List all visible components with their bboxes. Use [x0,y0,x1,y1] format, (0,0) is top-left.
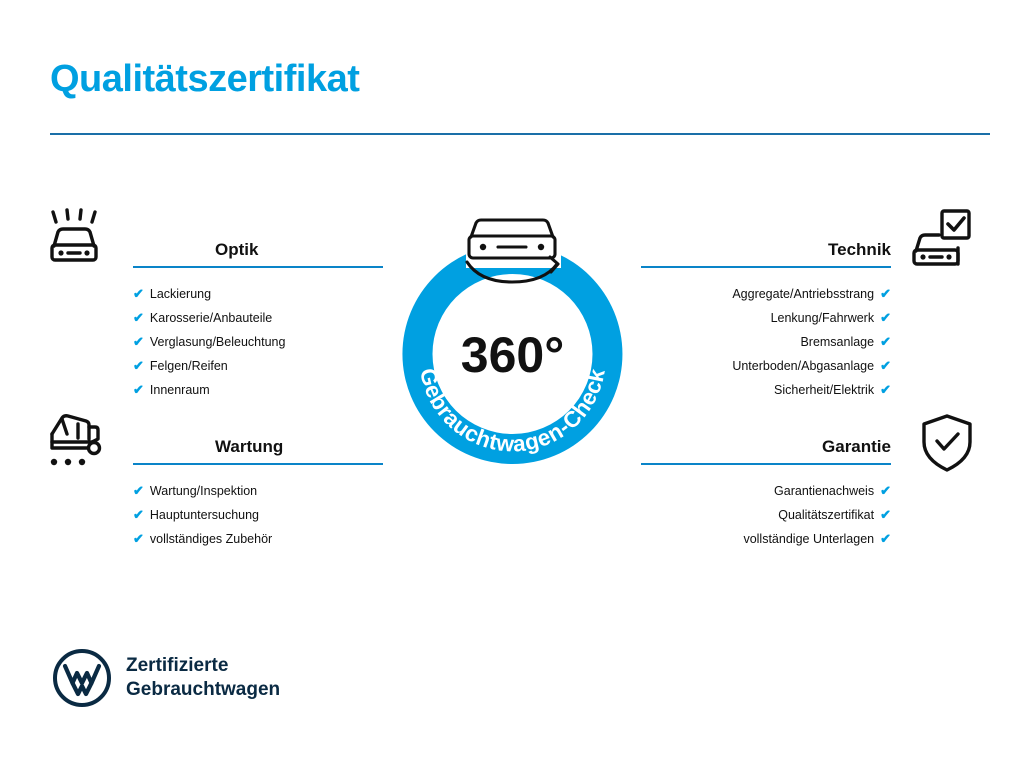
list-item-label: Wartung/Inspektion [149,484,258,498]
list-item [133,527,383,551]
check-icon: ✔ [133,358,144,373]
list-item-label: Sicherheit/Elektrik [774,383,875,397]
vw-logo-icon [52,648,112,708]
section-wartung-heading: Wartung [215,437,284,456]
list-item [641,354,891,378]
section-optik [133,240,383,402]
check-icon: ✔ [133,483,144,498]
page-title: Qualitätszertifikat [50,58,360,100]
brand-line-1: Zertifizierte [126,655,229,676]
brand-footer [52,648,280,708]
section-wartung-divider [133,463,383,465]
list-item [133,479,383,503]
check-icon: ✔ [133,310,144,325]
list-item [641,378,891,402]
car-wash-icon [48,208,108,275]
section-garantie-items [641,479,891,551]
list-item [133,330,383,354]
list-item-label: vollständige Unterlagen [743,532,875,546]
list-item [641,503,891,527]
check-icon: ✔ [133,382,144,397]
list-item [133,306,383,330]
list-item-label: Lackierung [149,287,212,301]
list-item [133,354,383,378]
list-item-label: vollständiges Zubehör [149,532,273,546]
check-icon: ✔ [880,334,891,349]
list-item-label: Verglasung/Beleuchtung [149,335,286,349]
list-item [133,378,383,402]
check-icon: ✔ [133,531,144,546]
list-item-label: Aggregate/Antriebsstrang [732,287,875,301]
list-item [641,479,891,503]
car-lift-icon [48,412,110,477]
section-technik-heading: Technik [828,240,891,259]
section-optik-items [133,282,383,402]
section-garantie-heading: Garantie [822,437,891,456]
check-icon: ✔ [880,358,891,373]
car-diagnostic-icon [912,208,974,275]
section-technik-items [641,282,891,402]
section-garantie [641,437,891,551]
shield-check-icon [920,412,974,479]
section-optik-heading: Optik [215,240,259,259]
curved-label: Gebrauchtwagen-Check [414,365,610,457]
list-item [133,282,383,306]
list-item-label: Unterboden/Abgasanlage [732,359,875,373]
check-icon: ✔ [880,507,891,522]
check-icon: ✔ [133,334,144,349]
360-number: 360° [460,327,565,383]
brand-line-2: Gebrauchtwagen [126,679,281,700]
section-garantie-divider [641,463,891,465]
section-optik-divider [133,266,383,268]
list-item-label: Innenraum [149,383,210,397]
check-icon: ✔ [880,531,891,546]
list-item [641,282,891,306]
list-item [133,503,383,527]
list-item-label: Bremsanlage [800,335,875,349]
section-technik [641,240,891,402]
check-icon: ✔ [880,286,891,301]
brand-text [126,654,280,702]
list-item-label: Karosserie/Anbauteile [149,311,273,325]
section-technik-divider [641,266,891,268]
list-item-label: Hauptuntersuchung [149,508,260,522]
title-divider [50,133,990,135]
check-icon: ✔ [880,310,891,325]
list-item-label: Garantienachweis [774,484,875,498]
list-item [641,306,891,330]
list-item-label: Felgen/Reifen [149,359,228,373]
list-item-label: Qualitätszertifikat [778,508,875,522]
list-item [641,527,891,551]
section-wartung [133,437,383,551]
list-item-label: Lenkung/Fahrwerk [770,311,875,325]
check-icon: ✔ [133,507,144,522]
check-icon: ✔ [133,286,144,301]
section-wartung-items [133,479,383,551]
list-item [641,330,891,354]
360-check-badge [370,196,655,496]
check-icon: ✔ [880,382,891,397]
check-icon: ✔ [880,483,891,498]
